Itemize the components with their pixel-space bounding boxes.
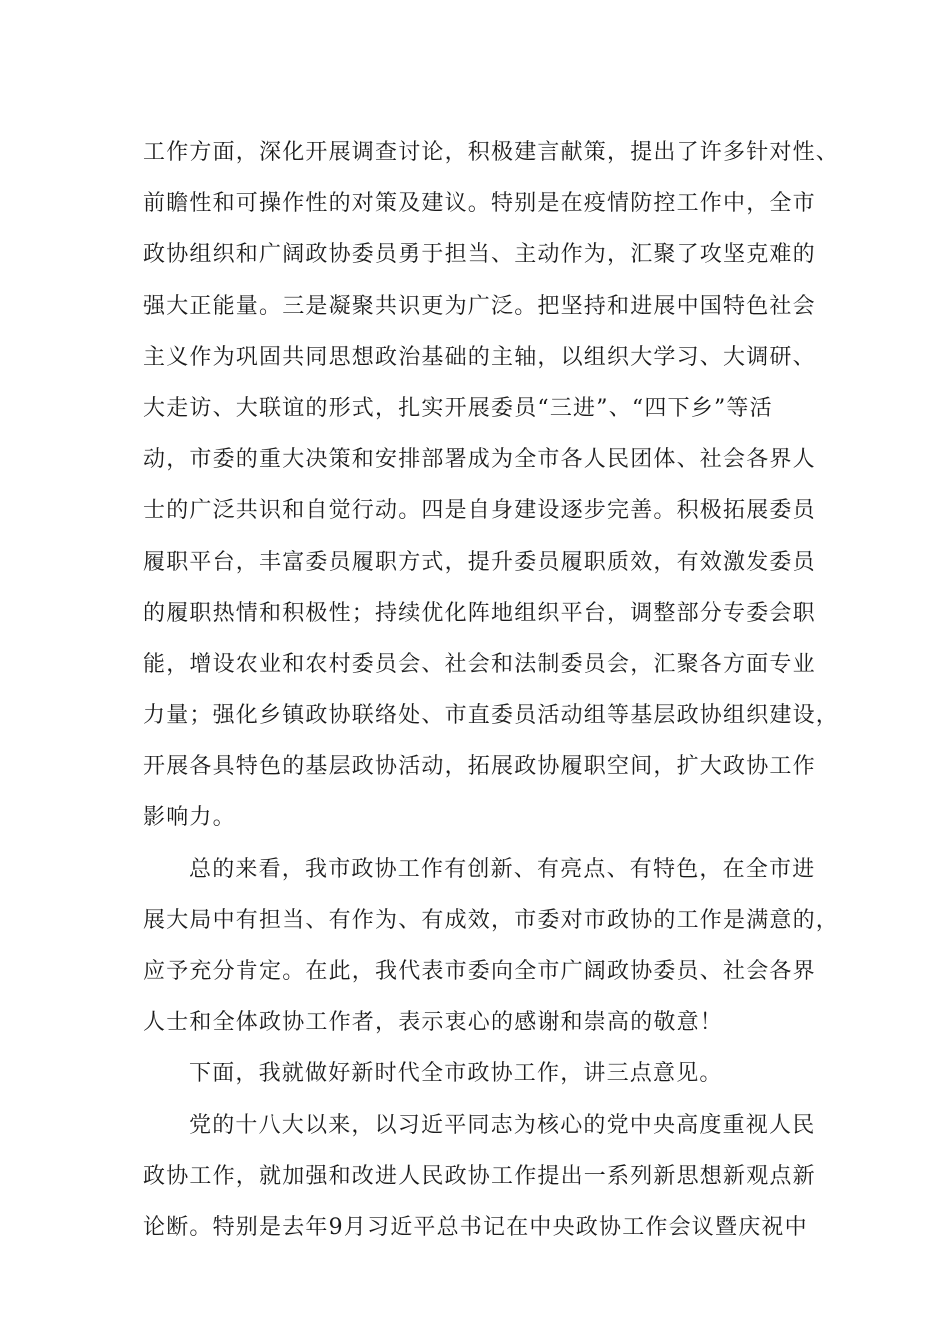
text-line: 政协工作，就加强和改进人民政协工作提出一系列新思想新观点新 xyxy=(143,1163,816,1189)
document-body xyxy=(143,127,840,1253)
text-line: 士的广泛共识和自觉行动。四是自身建设逐步完善。积极拓展委员 xyxy=(143,498,816,524)
paragraph-first-line: 下面，我就做好新时代全市政协工作，讲三点意见。 xyxy=(189,1061,723,1087)
text-line: 动，市委的重大决策和安排部署成为全市各人民团体、社会各界人 xyxy=(143,447,816,473)
text-line: 应予充分肯定。在此，我代表市委向全市广阔政协委员、社会各界 xyxy=(143,959,816,984)
text-line: 工作方面，深化开展调查讨论，积极建言献策，提出了许多针对性、 xyxy=(143,140,840,165)
text-line: 展大局中有担当、有作为、有成效，市委对市政协的工作是满意的， xyxy=(143,907,840,933)
text-line: 政协组织和广阔政协委员勇于担当、主动作为，汇聚了攻坚克难的 xyxy=(143,242,816,268)
text-line: 大走访、大联谊的形式，扎实开展委员“三进”、“四下乡”等活 xyxy=(143,395,773,421)
text-line: 前瞻性和可操作性的对策及建议。特别是在疫情防控工作中，全市 xyxy=(143,191,816,217)
text-line: 能，增设农业和农村委员会、社会和法制委员会，汇聚各方面专业 xyxy=(143,651,816,677)
text-line: 开展各具特色的基层政协活动，拓展政协履职空间，扩大政协工作 xyxy=(143,754,816,780)
paragraph-first-line: 总的来看，我市政协工作有创新、有亮点、有特色，在全市进 xyxy=(189,856,816,882)
text-line: 履职平台，丰富委员履职方式，提升委员履职质效，有效激发委员 xyxy=(143,549,816,575)
text-line: 论断。特别是去年9月习近平总书记在中央政协工作会议暨庆祝中 xyxy=(143,1214,808,1240)
text-line: 强大正能量。三是凝聚共识更为广泛。把坚持和进展中国特色社会 xyxy=(143,293,816,319)
paragraph-first-line: 党的十八大以来，以习近平同志为核心的党中央高度重视人民 xyxy=(189,1112,816,1138)
text-line: 影响力。 xyxy=(143,805,236,831)
text-line: 的履职热情和积极性；持续优化阵地组织平台，调整部分专委会职 xyxy=(143,600,816,626)
text-line: 主义作为巩固共同思想政治基础的主轴，以组织大学习、大调研、 xyxy=(143,344,816,370)
text-line: 人士和全体政协工作者，表示衷心的感谢和崇高的敬意！ xyxy=(143,1010,724,1036)
text-line: 力量；强化乡镇政协联络处、市直委员活动组等基层政协组织建设， xyxy=(143,703,840,729)
